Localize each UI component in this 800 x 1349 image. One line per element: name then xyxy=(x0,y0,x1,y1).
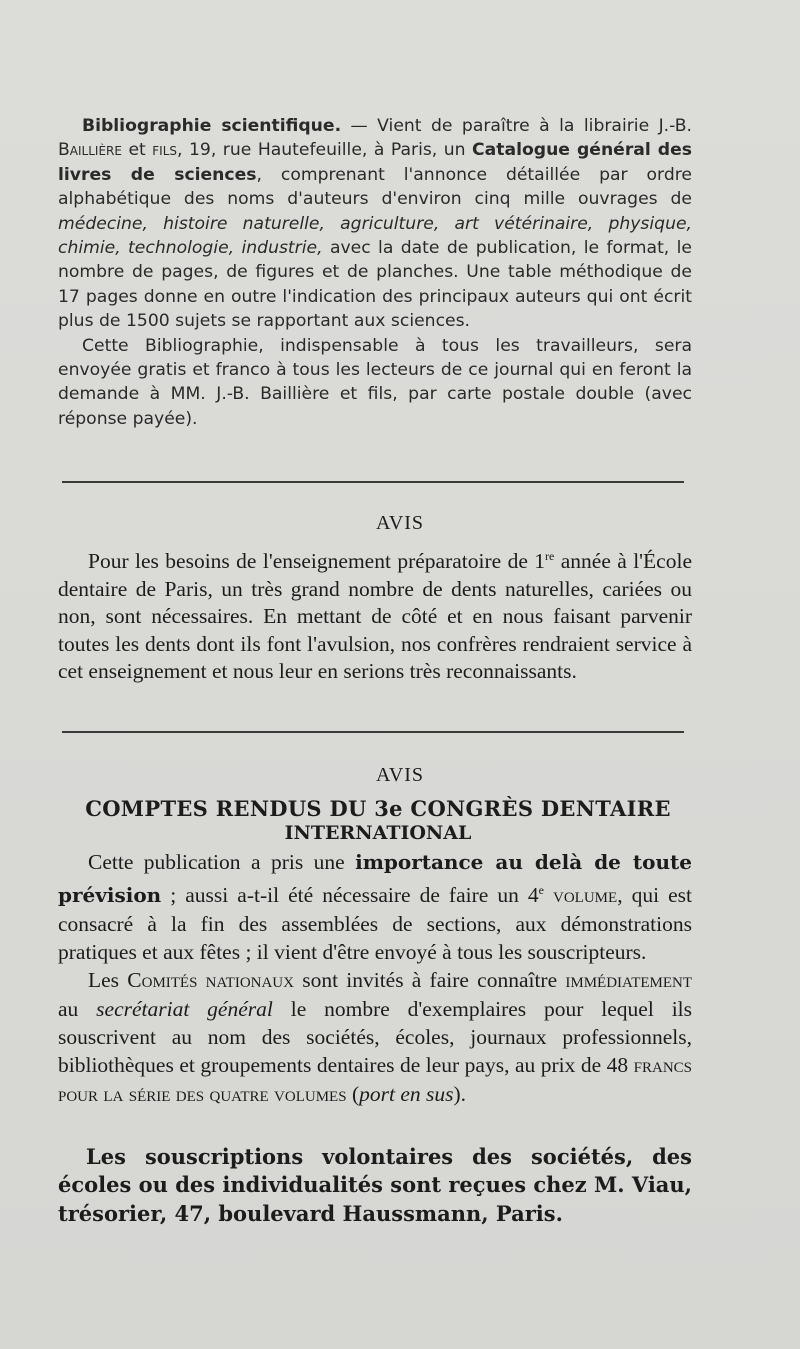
volume-word: volume xyxy=(553,883,618,908)
heading-line-2: INTERNATIONAL xyxy=(284,822,472,844)
comptes-text: le nombre d'exemplaires pour lequel ils souscrivent au nom des sociétés, écoles, journaux professionnels, bibliothèques et groupements dentaires de leur pays, au prix de 48 xyxy=(58,996,693,1078)
comptes-text: Les xyxy=(88,968,128,993)
avis-title: AVIS xyxy=(375,764,425,786)
comptes-paragraph-2 xyxy=(58,966,692,1107)
immediatement-word: immédiatement xyxy=(565,968,693,993)
enseign-text: Pour les besoins de l'enseignement préparatoire de 1 xyxy=(88,549,546,574)
avis-title: AVIS xyxy=(375,512,425,534)
secretariat-general: secrétariat général xyxy=(96,996,273,1021)
souscriptions-notice xyxy=(58,1143,692,1228)
bib-text: , comprenant l'annonce détaillée par ordre alphabétique des noms d'auteurs d'environ cinq mille ouvrages de xyxy=(58,164,692,210)
port-en-sus: port en sus xyxy=(359,1081,454,1106)
bib-text: , 19, rue Hautefeuille, à Paris, un xyxy=(177,140,473,161)
bib-text: — Vient de paraître à la librairie J.-B. xyxy=(341,116,692,136)
section-divider xyxy=(62,481,684,483)
comptes-paragraph-1 xyxy=(58,848,692,966)
comites-nationaux: Comités nationaux xyxy=(127,968,294,993)
souscriptions-paragraph: Les souscriptions volontaires des sociétés, des écoles ou des individualités sont reçues chez M. Viau, trésorier, 47, boulevard Haussmann, Paris. xyxy=(58,1144,692,1226)
comptes-text: , qui est consacré à la fin des assemblées de sections, aux démonstrations pratiques et aux fêtes ; il vient d'être envoyé à tous les souscripteurs. xyxy=(58,883,692,965)
bibliographie-paragraph-2: Cette Bibliographie, indispensable à tous les travailleurs, sera envoyée gratis et franco à tous les lecteurs de ce journal qui en feront la demande à MM. J.-B. Baillière et fils, par carte postale double (avec réponse payée). xyxy=(58,335,692,429)
comptes-text: ; aussi a-t-il été nécessaire de faire un 4 xyxy=(161,883,539,908)
avis-enseignement xyxy=(58,543,692,686)
importance-emphasis: importance au delà de toute prévision xyxy=(58,850,693,908)
comptes-rendus-section xyxy=(58,848,692,1108)
bibliographie-lead: Bibliographie scientifique. xyxy=(82,116,342,136)
comptes-text: ). xyxy=(453,1081,467,1106)
fils-word: fils xyxy=(152,140,178,161)
bibliographie-section xyxy=(58,114,692,431)
catalogue-title: Catalogue général des livres de sciences xyxy=(58,140,693,185)
bailliere-name: Baillière xyxy=(58,140,122,161)
heading-line-1: COMPTES RENDUS DU 3e CONGRÈS DENTAIRE xyxy=(85,796,671,821)
bib-text: et xyxy=(121,140,153,161)
enseignement-paragraph xyxy=(58,543,692,686)
prix-text: francs pour la série des quatre volumes xyxy=(58,1053,692,1106)
comptes-text: Cette publication a pris une xyxy=(88,850,356,874)
comptes-text xyxy=(544,883,553,907)
enseign-text: année à l'École dentaire de Paris, un très grand nombre de dents naturelles, cariées ou non, sont nécessaires. En mettant de côté et en nous faisant parvenir toutes les dents dont ils font l'avulsion, nos confrères rendraient service à cet enseignement et nous leur en serions très reconnaissants. xyxy=(58,549,692,684)
section-divider xyxy=(62,731,684,733)
subjects-list: médecine, histoire naturelle, agriculture, art vétérinaire, physique, chimie, technologie, industrie, xyxy=(58,213,692,259)
comptes-text: sont invités à faire connaître xyxy=(293,968,566,993)
ordinal-suffix: re xyxy=(545,549,555,563)
ordinal-suffix: e xyxy=(538,883,544,898)
comptes-text: ( xyxy=(346,1081,360,1106)
bib-text: avec la date de publication, le format, le nombre de pages, de figures et de planches. Une table méthodique de 17 pages donne en outre l'indication des principaux auteurs qui ont écrit plus de 1500 sujets se rapportant aux sciences. xyxy=(58,238,692,332)
bibliographie-paragraph-1 xyxy=(58,114,692,334)
comptes-text: au xyxy=(58,996,97,1021)
congres-heading xyxy=(58,796,698,844)
